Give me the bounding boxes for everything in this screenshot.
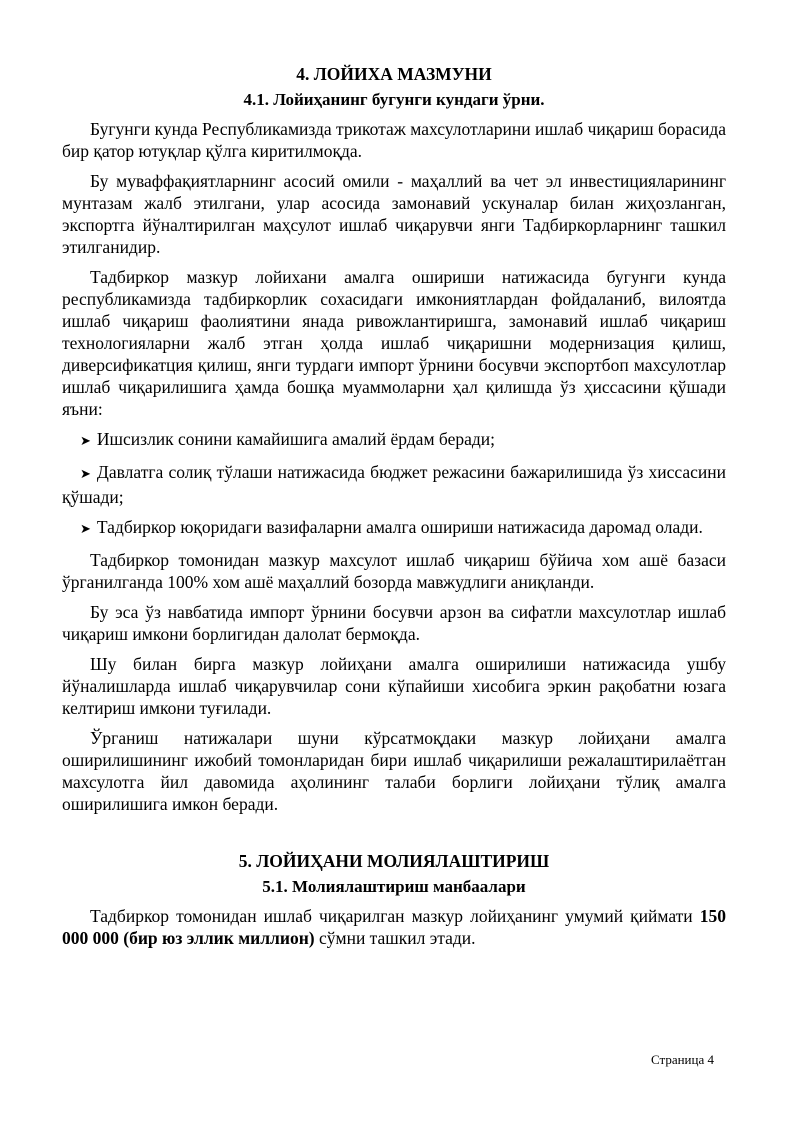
bullet-text: Давлатга солиқ тўлаши натижасида бюджет режасини бажарилишида ўз хиссасини қўшади; xyxy=(62,462,726,507)
arrow-bullet-icon: ➤ xyxy=(80,522,91,537)
financing-text-end: сўмни ташкил этади. xyxy=(318,928,476,948)
financing-paragraph xyxy=(62,905,726,949)
section-5-1-subtitle: 5.1. Молиялаштириш манбаалари xyxy=(262,877,526,896)
paragraph-6: Шу билан бирга мазкур лойиҳани амалга оширилиши натижасида ушбу йўналишларда ишлаб чиқарувчилар сони кўпайиши хисобига эркин рақобатни юзага келтириш имкони туғилади. xyxy=(62,654,726,718)
paragraph-5: Бу эса ўз навбатида импорт ўрнини босувчи арзон ва сифатли махсулотлар ишлаб чиқариш имкони борлигидан далолат бермоқда. xyxy=(62,602,726,644)
page-number: Страница 4 xyxy=(650,1052,714,1067)
financing-text-start: Тадбиркор томонидан ишлаб чиқарилган мазкур лойиҳанинг умумий қиймати xyxy=(90,906,693,926)
section-4-title: 4. ЛОЙИХА МАЗМУНИ xyxy=(296,64,492,84)
bullet-item xyxy=(62,516,726,541)
section-5-title: 5. ЛОЙИҲАНИ МОЛИЯЛАШТИРИШ xyxy=(238,851,550,871)
bullet-item xyxy=(62,428,726,453)
financing-amount: 150 000 000 (бир юз эллик миллион) xyxy=(62,906,726,948)
paragraph-7: Ўрганиш натижалари шуни кўрсатмоқдаки мазкур лойиҳани амалга оширилишининг ижобий томонларидан бири ишлаб чиқарилиши режалаштирилаётган махсулотга йил давомида аҳолининг талаби борлиги лойиҳани тўлиқ амалга оширилишига имкон беради. xyxy=(62,728,726,814)
paragraph-2: Бу муваффақиятларнинг асосий омили - маҳаллий ва чет эл инвестицияларининг мунтазам жалб этилгани, улар асосида замонавий ускуналар билан жиҳозланган, экспортга йўналтирилган маҳсулот ишлаб чиқарувчи янги Тадбиркорларнинг ташкил этилганидир. xyxy=(62,171,726,257)
paragraph-3: Тадбиркор мазкур лойихани амалга ошириши натижасида бугунги кунда республикамизда тадбиркорлик сохасидаги имкониятлардан фойдаланиб, вилоятда ишлаб чиқариш фаолиятини янада ривожлантиришга, замонавий ишлаб чиқариш технологияларни жалб этган ҳолда ишлаб чиқаришни модернизация қилиш, диверсификатция қилиш, янги турдаги импорт ўрнини босувчи экспортбоп махсулотлар ишлаб чиқарилишига ҳамда бошқа муаммоларни ҳал қилишда ўз ҳиссасини қўшади яъни: xyxy=(62,267,726,419)
document-page xyxy=(62,62,726,957)
section-spacer xyxy=(62,823,726,849)
bullet-text: Тадбиркор юқоридаги вазифаларни амалга ошириши натижасида даромад олади. xyxy=(96,517,703,537)
bullet-text: Ишсизлик сонини камайишига амалий ёрдам беради; xyxy=(96,429,495,449)
paragraph-1: Бугунги кунда Республикамизда трикотаж махсулотларини ишлаб чиқариш борасида бир қатор ютуқлар қўлга киритилмоқда. xyxy=(62,119,726,161)
paragraph-4: Тадбиркор томонидан мазкур махсулот ишлаб чиқариш бўйича хом ашё базаси ўрганилганда 100% хом ашё маҳаллий бозорда мавжудлиги аниқланди. xyxy=(62,550,726,592)
bullet-item xyxy=(62,461,726,508)
section-4-1-subtitle: 4.1. Лойиҳанинг бугунги кундаги ўрни. xyxy=(243,90,545,109)
arrow-bullet-icon: ➤ xyxy=(80,434,91,449)
arrow-bullet-icon: ➤ xyxy=(80,467,91,482)
